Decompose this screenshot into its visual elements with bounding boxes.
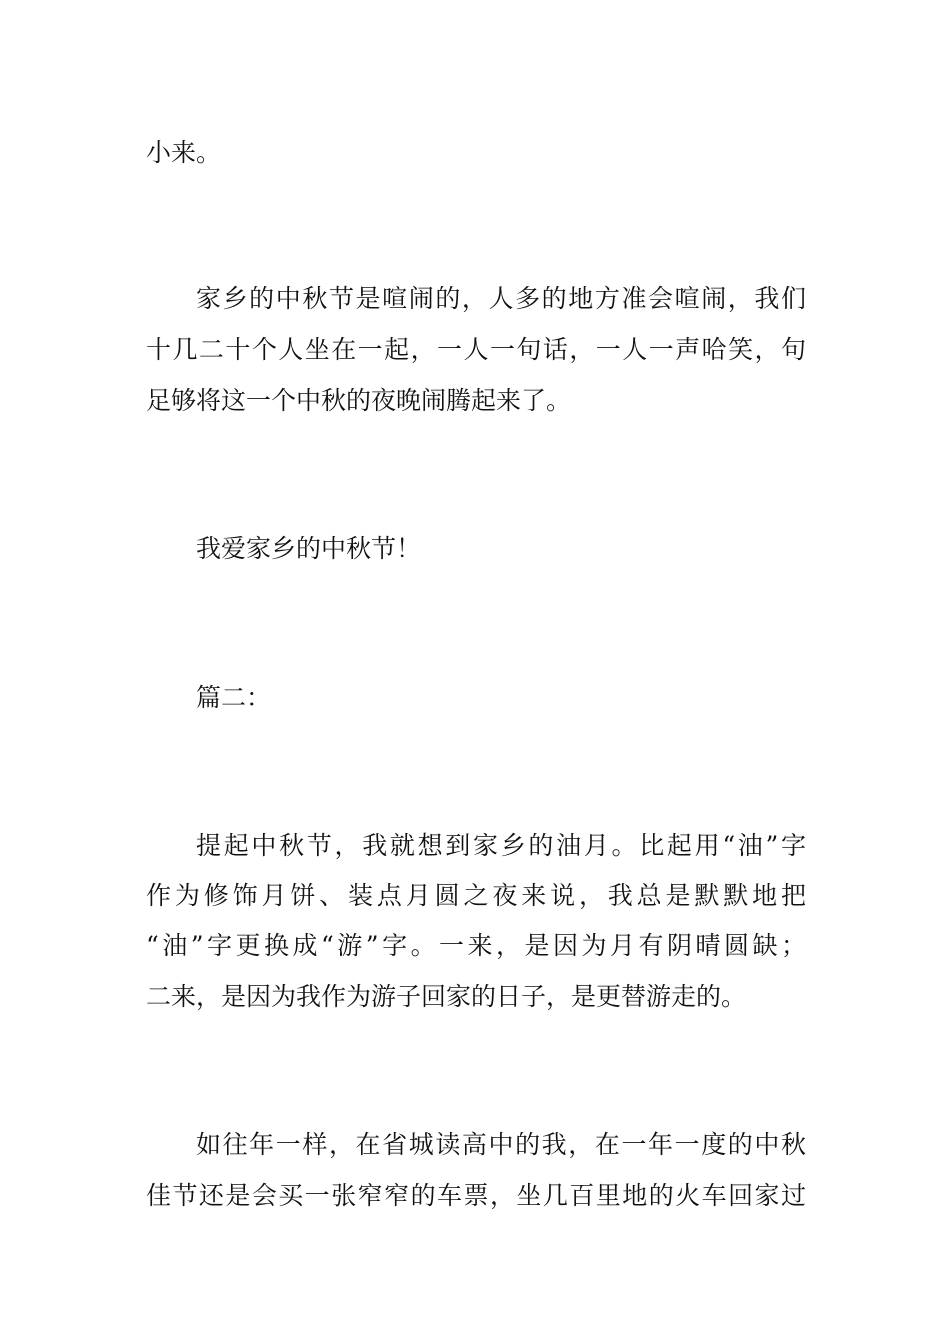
paragraph-3-line-2: 作为修饰月饼、装点月圆之夜来说，我总是默默地把	[146, 881, 806, 910]
paragraph-1-line-3: 足够将这一个中秋的夜晚闹腾起来了。	[146, 386, 572, 415]
paragraph-continuation-line: 小来。	[146, 138, 222, 167]
paragraph-1-line-2: 十几二十个人坐在一起，一人一句话，一人一声哈笑，句	[146, 335, 806, 364]
section-heading: 篇二：	[196, 683, 272, 712]
paragraph-3-line-3: “油”字更换成“游”字。一来，是因为月有阴晴圆缺；	[146, 931, 806, 960]
paragraph-2-line-1: 我爱家乡的中秋节！	[196, 534, 422, 563]
paragraph-4-line-1: 如往年一样，在省城读高中的我，在一年一度的中秋	[196, 1130, 806, 1159]
paragraph-1-line-1: 家乡的中秋节是喧闹的，人多的地方准会喧闹，我们	[196, 284, 806, 313]
paragraph-4-line-2: 佳节还是会买一张窄窄的车票，坐几百里地的火车回家过	[146, 1181, 806, 1210]
paragraph-3-line-1: 提起中秋节，我就想到家乡的油月。比起用“油”字	[196, 831, 806, 860]
paragraph-3-line-4: 二来，是因为我作为游子回家的日子，是更替游走的。	[146, 982, 747, 1011]
